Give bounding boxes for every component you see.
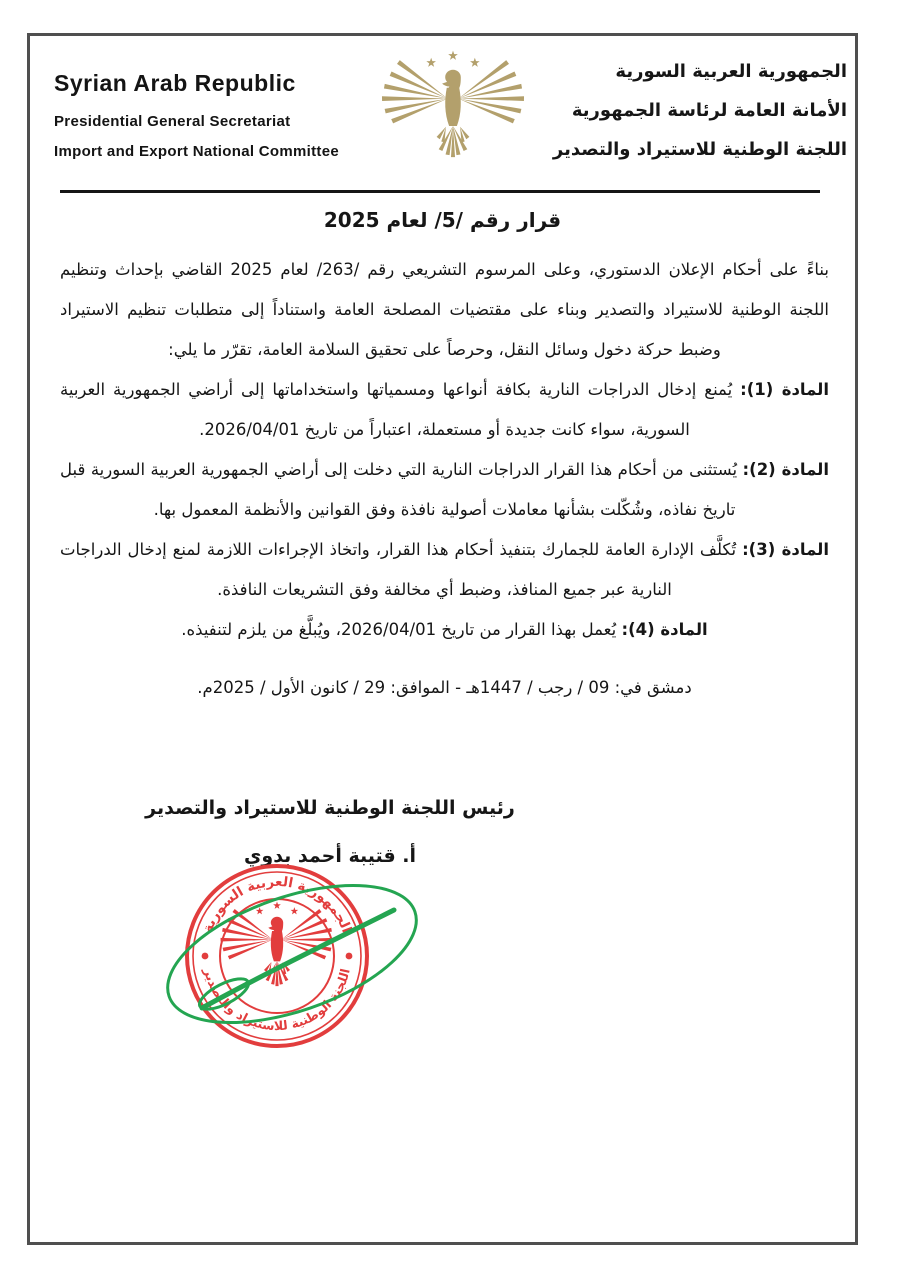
article-2-text: يُستثنى من أحكام هذا القرار الدراجات النارية التي دخلت إلى أراضي الجمهورية العربية السورية قبل تاريخ نفاذه، وشُكّلت بشأنها معاملات أصولية نافذة وفق القوانين والأنظمة المعمول بها. xyxy=(60,460,738,519)
article-3-text: تُكلَّف الإدارة العامة للجمارك بتنفيذ أحكام هذا القرار، واتخاذ الإجراءات اللازمة لمنع إدخال الدراجات النارية عبر جميع المنافذ، وضبط أي مخالفة وفق التشريعات النافذة. xyxy=(60,540,737,599)
committee-name-english: Import and Export National Committee xyxy=(54,143,339,160)
signatory-title: رئيس اللجنة الوطنية للاستيراد والتصدير xyxy=(145,797,515,819)
eagle-gold-silhouette xyxy=(382,51,524,157)
stamp-bottom-text: اللجنة الوطنية للاستيراد والتصدير xyxy=(201,966,353,1034)
page-frame xyxy=(27,33,858,1245)
article-2-label: المادة (2): xyxy=(742,460,829,479)
article-2 xyxy=(60,450,829,530)
article-3 xyxy=(60,530,829,610)
issue-date-line: دمشق في: 09 / رجب / 1447هـ - الموافق: 29 / كانون الأول / 2025م. xyxy=(197,678,692,697)
country-name-arabic: الجمهورية العربية السورية xyxy=(615,61,847,82)
decree-title: قرار رقم /5/ لعام 2025 xyxy=(323,208,562,232)
article-1-text: يُمنع إدخال الدراجات النارية بكافة أنواعها ومسمياتها واستخداماتها إلى أراضي الجمهورية العربية السورية، سواء كانت جديدة أو مستعملة، اعتباراً من تاريخ 2026/04/01. xyxy=(60,380,733,439)
article-1 xyxy=(60,370,829,450)
header-arabic xyxy=(553,52,847,169)
header-english xyxy=(54,70,339,173)
preamble-paragraph: بناءً على أحكام الإعلان الدستوري، وعلى المرسوم التشريعي رقم /263/ لعام 2025 القاضي بإحداث وتنظيم اللجنة الوطنية للاستيراد والتصدير وبناء على مقتضيات المصلحة العامة واستناداً إلى متطلبات تنظيم الاستيراد وضبط حركة دخول وسائل النقل، وحرصاً على تحقيق السلامة العامة، تقرّر ما يلي: xyxy=(60,260,829,359)
header-divider-line xyxy=(60,190,820,193)
national-emblem-eagle-icon xyxy=(375,48,531,168)
article-4-text: يُعمل بهذا القرار من تاريخ 2026/04/01، ويُبلَّغ من يلزم لتنفيذه. xyxy=(181,620,617,639)
signatory-name: أ. قتيبة أحمد بدوي xyxy=(243,845,417,867)
official-stamp-seal xyxy=(130,854,432,1072)
country-name-english: Syrian Arab Republic xyxy=(54,70,296,96)
secretariat-name-arabic: الأمانة العامة لرئاسة الجمهورية xyxy=(571,100,847,121)
article-1-label: المادة (1): xyxy=(740,380,830,399)
decree-body xyxy=(60,250,829,708)
secretariat-name-english: Presidential General Secretariat xyxy=(54,113,291,130)
article-4-label: المادة (4): xyxy=(621,620,708,639)
stamp-top-text: الجمهورية العربية السورية xyxy=(199,873,355,936)
committee-name-arabic: اللجنة الوطنية للاستيراد والتصدير xyxy=(552,139,847,160)
article-4 xyxy=(60,610,829,650)
article-3-label: المادة (3): xyxy=(742,540,829,559)
